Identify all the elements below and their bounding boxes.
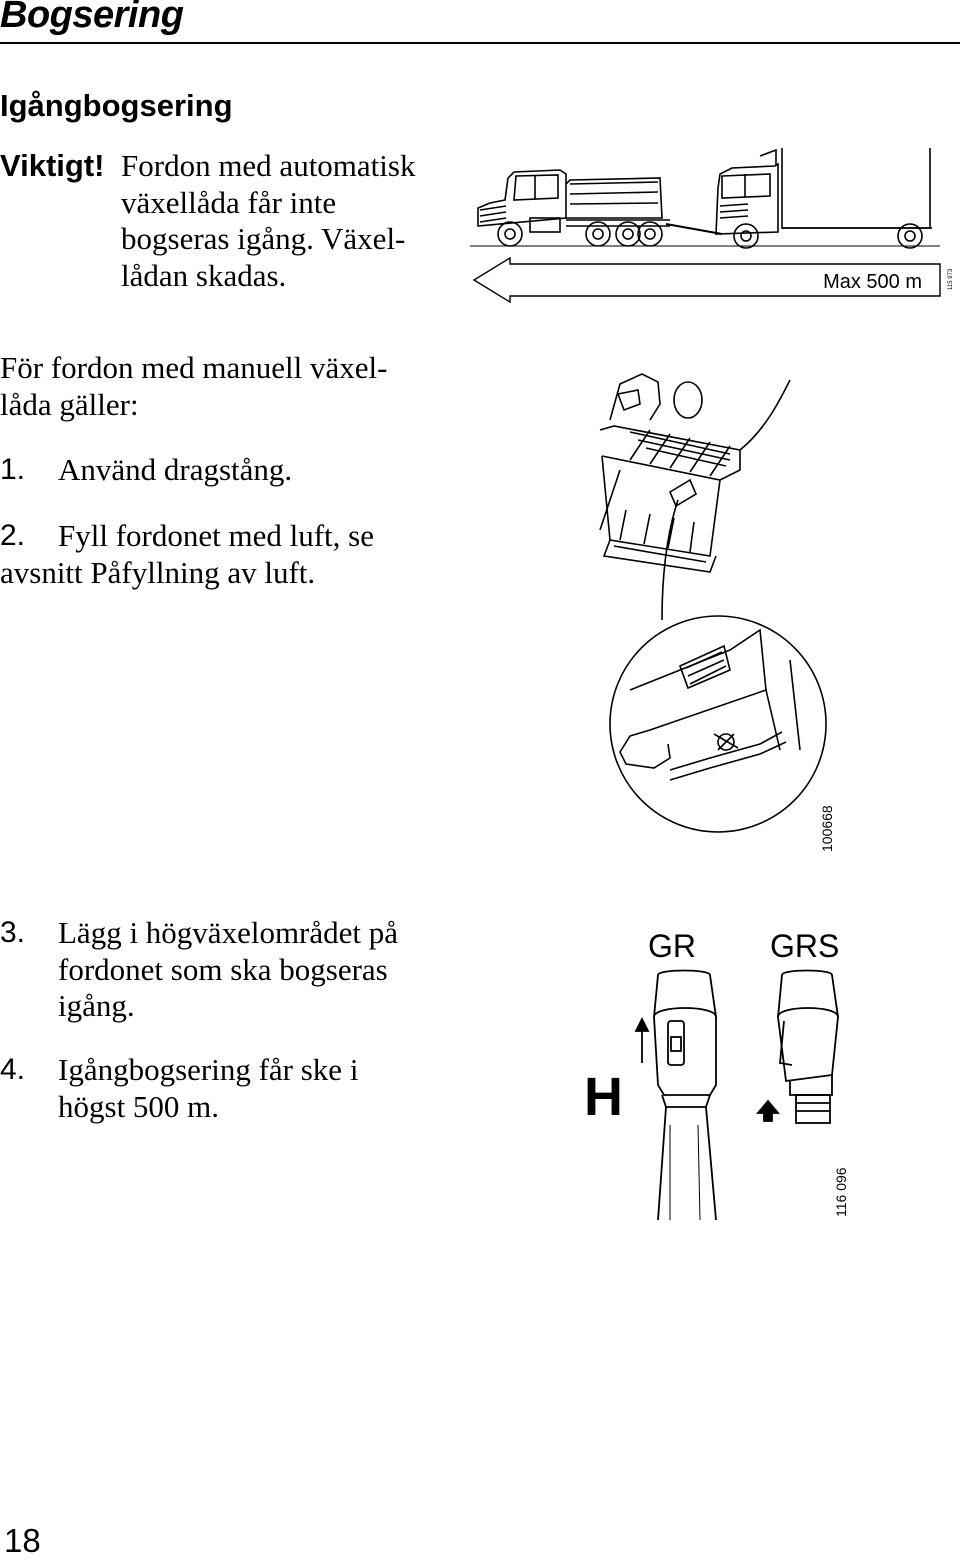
header-rule <box>0 42 960 44</box>
warning-line-1: Fordon med automatisk <box>121 148 416 183</box>
label-h: H <box>584 1067 623 1127</box>
gear-figure-id: 116 096 <box>833 1167 849 1217</box>
step-3-text-line-1: Lägg i högväxelområdet på <box>58 915 399 950</box>
step-4-text-line-2: högst 500 m. <box>58 1088 220 1124</box>
manual-intro-line-2: låda gäller: <box>0 386 139 422</box>
air-inlet-illustration <box>590 360 850 860</box>
distance-label: Max 500 m <box>823 271 922 293</box>
label-grs: GRS <box>770 928 840 964</box>
box-truck <box>716 148 932 248</box>
chapter-title: Bogsering <box>0 0 184 36</box>
gear-lever-illustration <box>570 925 860 1225</box>
label-gr: GR <box>648 928 696 964</box>
warning-line-2: växellåda får inte <box>121 184 337 220</box>
towing-figure-id: 115 973 <box>948 268 954 290</box>
step-2-text-line-2: avsnitt Påfyllning av luft. <box>0 554 316 590</box>
step-2-number: 2. <box>0 519 26 552</box>
section-title: Igångbogsering <box>0 88 233 123</box>
step-3 <box>0 915 460 1025</box>
towing-illustration <box>470 148 960 313</box>
step-3-text-line-2: fordonet som ska bogseras <box>58 951 388 987</box>
step-2 <box>0 518 470 591</box>
step-4-text-line-1: Igångbogsering får ske i <box>58 1052 359 1087</box>
manual-intro <box>0 350 440 423</box>
step-3-text-line-3: igång. <box>58 988 135 1023</box>
warning-lead: Viktigt! <box>0 148 105 183</box>
step-3-number: 3. <box>0 916 26 949</box>
step-1 <box>0 452 440 489</box>
manual-intro-line-1: För fordon med manuell växel- <box>0 350 388 385</box>
step-1-text: Använd dragstång. <box>58 452 293 487</box>
step-2-text-line-1: Fyll fordonet med luft, se <box>58 518 374 553</box>
warning-line-3: bogseras igång. Växel- <box>121 221 406 256</box>
warning-paragraph <box>0 148 470 294</box>
air-figure-id: 100668 <box>819 805 835 852</box>
warning-line-4: lådan skadas. <box>121 257 287 293</box>
tipper-truck <box>478 170 670 246</box>
step-1-number: 1. <box>0 453 26 486</box>
step-4 <box>0 1052 460 1125</box>
page-number: 18 <box>4 1522 41 1559</box>
step-4-number: 4. <box>0 1053 26 1086</box>
